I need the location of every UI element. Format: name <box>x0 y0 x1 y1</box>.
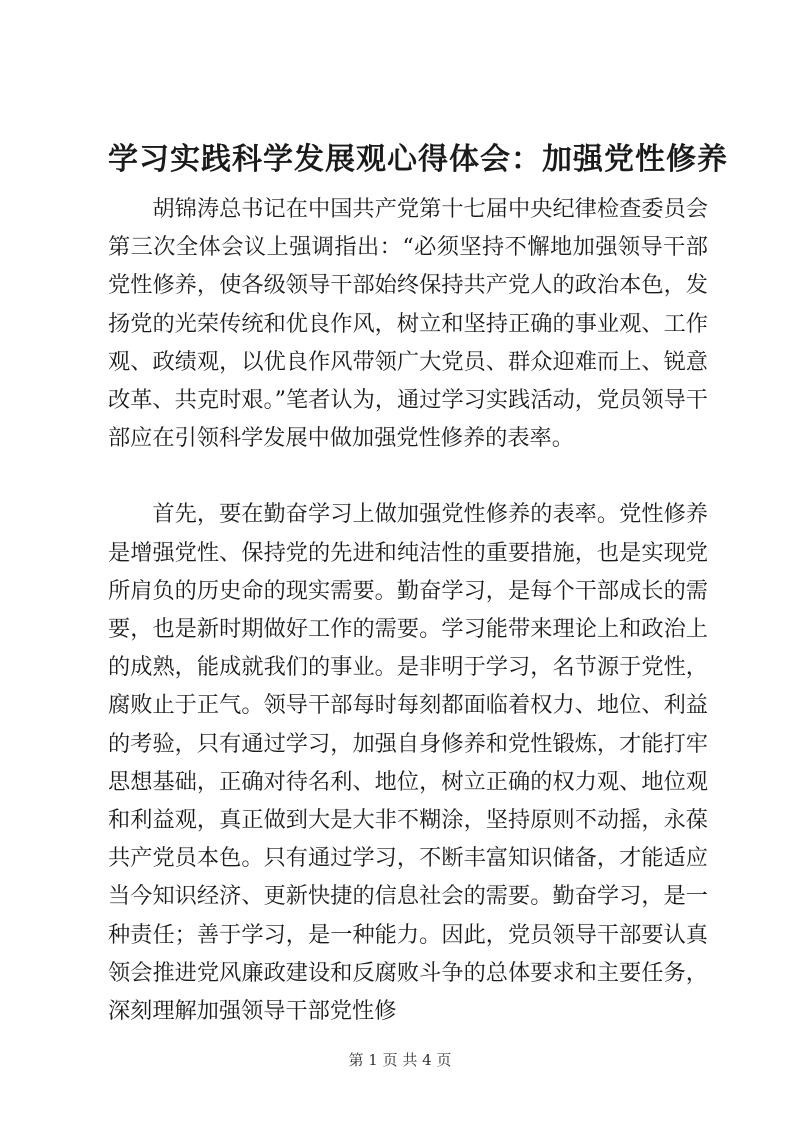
document-title: 学习实践科学发展观心得体会：加强党性修养 <box>108 142 728 177</box>
paragraph-2: 首先，要在勤奋学习上做加强党性修养的表率。党性修养是增强党性、保持党的先进和纯洁性的重要措施，也是实现党所肩负的历史命的现实需要。勤奋学习，是每个干部成长的需要，也是新时期做好工作的需要。学习能带来理论上和政治上的成熟，能成就我们的事业。是非明于学习，名节源于党性，腐败止于正气。领导干部每时每刻都面临着权力、地位、利益的考验，只有通过学习，加强自身修养和党性锻炼，才能打牢思想基础，正确对待名利、地位，树立正确的权力观、地位观和利益观，真正做到大是大非不糊涂，坚持原则不动摇，永葆共产党员本色。只有通过学习，不断丰富知识储备，才能适应当今知识经济、更新快捷的信息社会的需要。勤奋学习，是一种责任；善于学习，是一种能力。因此，党员领导干部要认真领会推进党风廉政建设和反腐败斗争的总体要求和主要任务，深刻理解加强领导干部党性修 <box>108 501 708 1025</box>
document-body <box>108 190 708 1030</box>
page-number-footer: 第 1 页 共 4 页 <box>348 1051 452 1069</box>
paragraph-1: 胡锦涛总书记在中国共产党第十七届中央纪律检查委员会第三次全体会议上强调指出：“必须坚持不懈地加强领导干部党性修养，使各级领导干部始终保持共产党人的政治本色，发扬党的光荣传统和优良作风，树立和坚持正确的事业观、工作观、政绩观，以优良作风带领广大党员、群众迎难而上、锐意改革、共克时艰。”笔者认为，通过学习实践活动，党员领导干部应在引领科学发展中做加强党性修养的表率。 <box>108 196 708 452</box>
